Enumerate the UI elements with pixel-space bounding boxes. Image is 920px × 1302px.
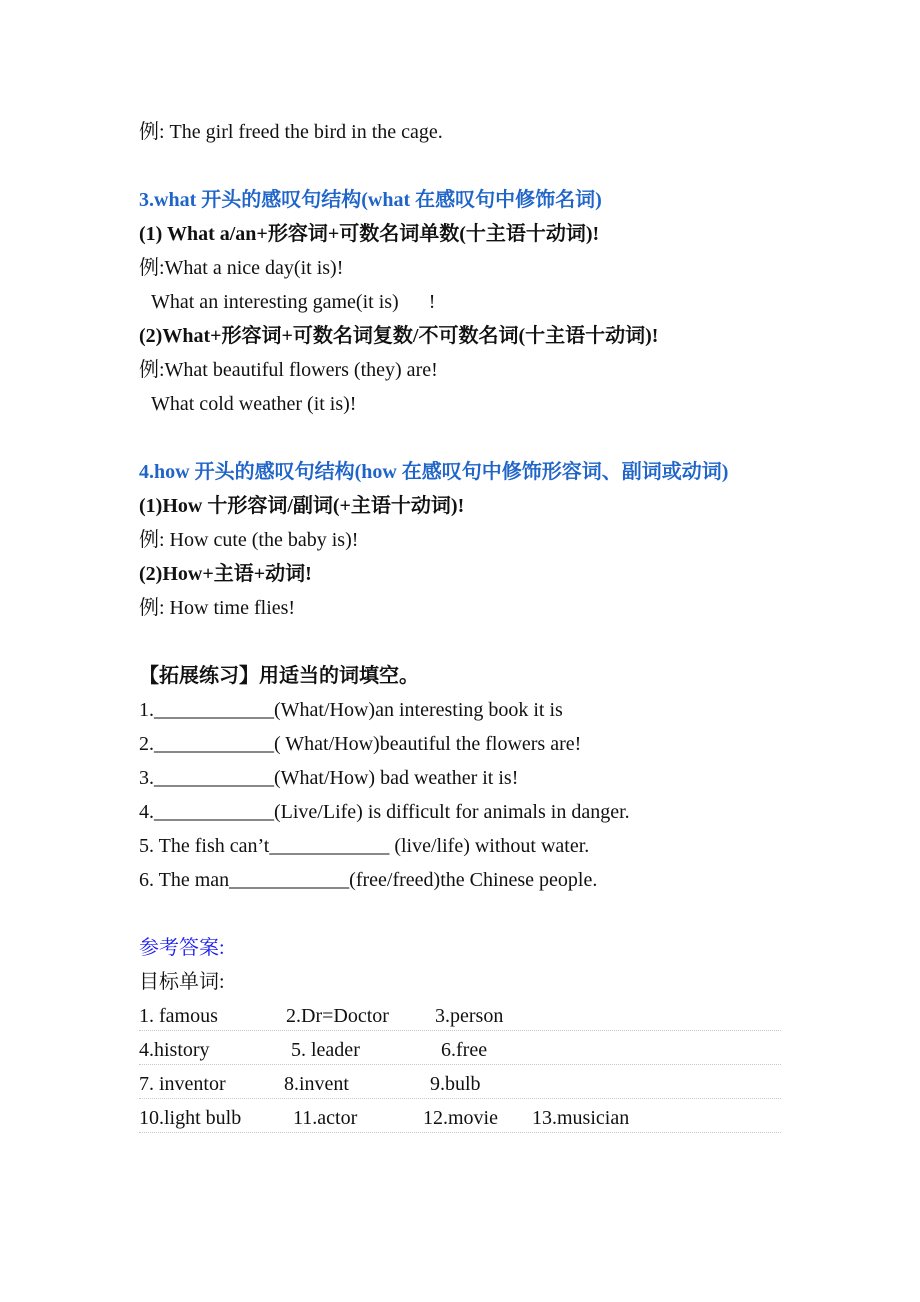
- exercise-item-5: 5. The fish can’t____________ (live/life) without water.: [139, 835, 590, 857]
- section4-example2: 例: How time flies!: [139, 597, 296, 619]
- answers-row-1: [139, 1002, 781, 1031]
- answer-word: 6.free: [441, 1039, 488, 1061]
- section3-example2b: What cold weather (it is)!: [151, 393, 357, 415]
- answer-word: 7. inventor: [139, 1073, 226, 1095]
- answer-word: 13.musician: [532, 1107, 630, 1129]
- example-freed: 例: The girl freed the bird in the cage.: [139, 121, 443, 143]
- section3-heading: 3.what 开头的感叹句结构(what 在感叹句中修饰名词): [139, 189, 602, 211]
- answer-word: 9.bulb: [430, 1073, 481, 1095]
- section3-example2a: 例:What beautiful flowers (they) are!: [139, 359, 438, 381]
- exercise-item-3: 3.____________(What/How) bad weather it is!: [139, 767, 519, 789]
- answer-word: 10.light bulb: [139, 1107, 242, 1129]
- section3-rule2: (2)What+形容词+可数名词复数/不可数名词(十主语十动词)!: [139, 325, 659, 347]
- answers-subtitle: 目标单词:: [139, 971, 225, 993]
- section4-rule1: (1)How 十形容词/副词(+主语十动词)!: [139, 495, 465, 517]
- section3-rule1: (1) What a/an+形容词+可数名词单数(十主语十动词)!: [139, 223, 600, 245]
- exercise-item-4: 4.____________(Live/Life) is difficult for animals in danger.: [139, 801, 630, 823]
- answer-word: 1. famous: [139, 1005, 218, 1027]
- answer-word: 2.Dr=Doctor: [286, 1005, 389, 1027]
- section3-example1b: What an interesting game(it is) !: [151, 291, 436, 313]
- answer-word: 5. leader: [291, 1039, 360, 1061]
- exercise-item-1: 1.____________(What/How)an interesting book it is: [139, 699, 563, 721]
- section4-example1: 例: How cute (the baby is)!: [139, 529, 359, 551]
- answers-title: 参考答案:: [139, 937, 225, 959]
- answer-word: 11.actor: [293, 1107, 358, 1129]
- answer-word: 3.person: [435, 1005, 504, 1027]
- answers-row-2: [139, 1036, 781, 1065]
- answer-word: 12.movie: [423, 1107, 498, 1129]
- answers-row-3: [139, 1070, 781, 1099]
- exercise-item-6: 6. The man____________(free/freed)the Chinese people.: [139, 869, 598, 891]
- answer-word: 4.history: [139, 1039, 210, 1061]
- section3-example1a: 例:What a nice day(it is)!: [139, 257, 344, 279]
- section4-rule2: (2)How+主语+动词!: [139, 563, 312, 585]
- exercise-item-2: 2.____________( What/How)beautiful the flowers are!: [139, 733, 582, 755]
- answers-row-4: [139, 1104, 781, 1133]
- exercise-title: 【拓展练习】用适当的词填空。: [139, 665, 419, 687]
- section4-heading: 4.how 开头的感叹句结构(how 在感叹句中修饰形容词、副词或动词): [139, 461, 729, 483]
- answer-word: 8.invent: [284, 1073, 349, 1095]
